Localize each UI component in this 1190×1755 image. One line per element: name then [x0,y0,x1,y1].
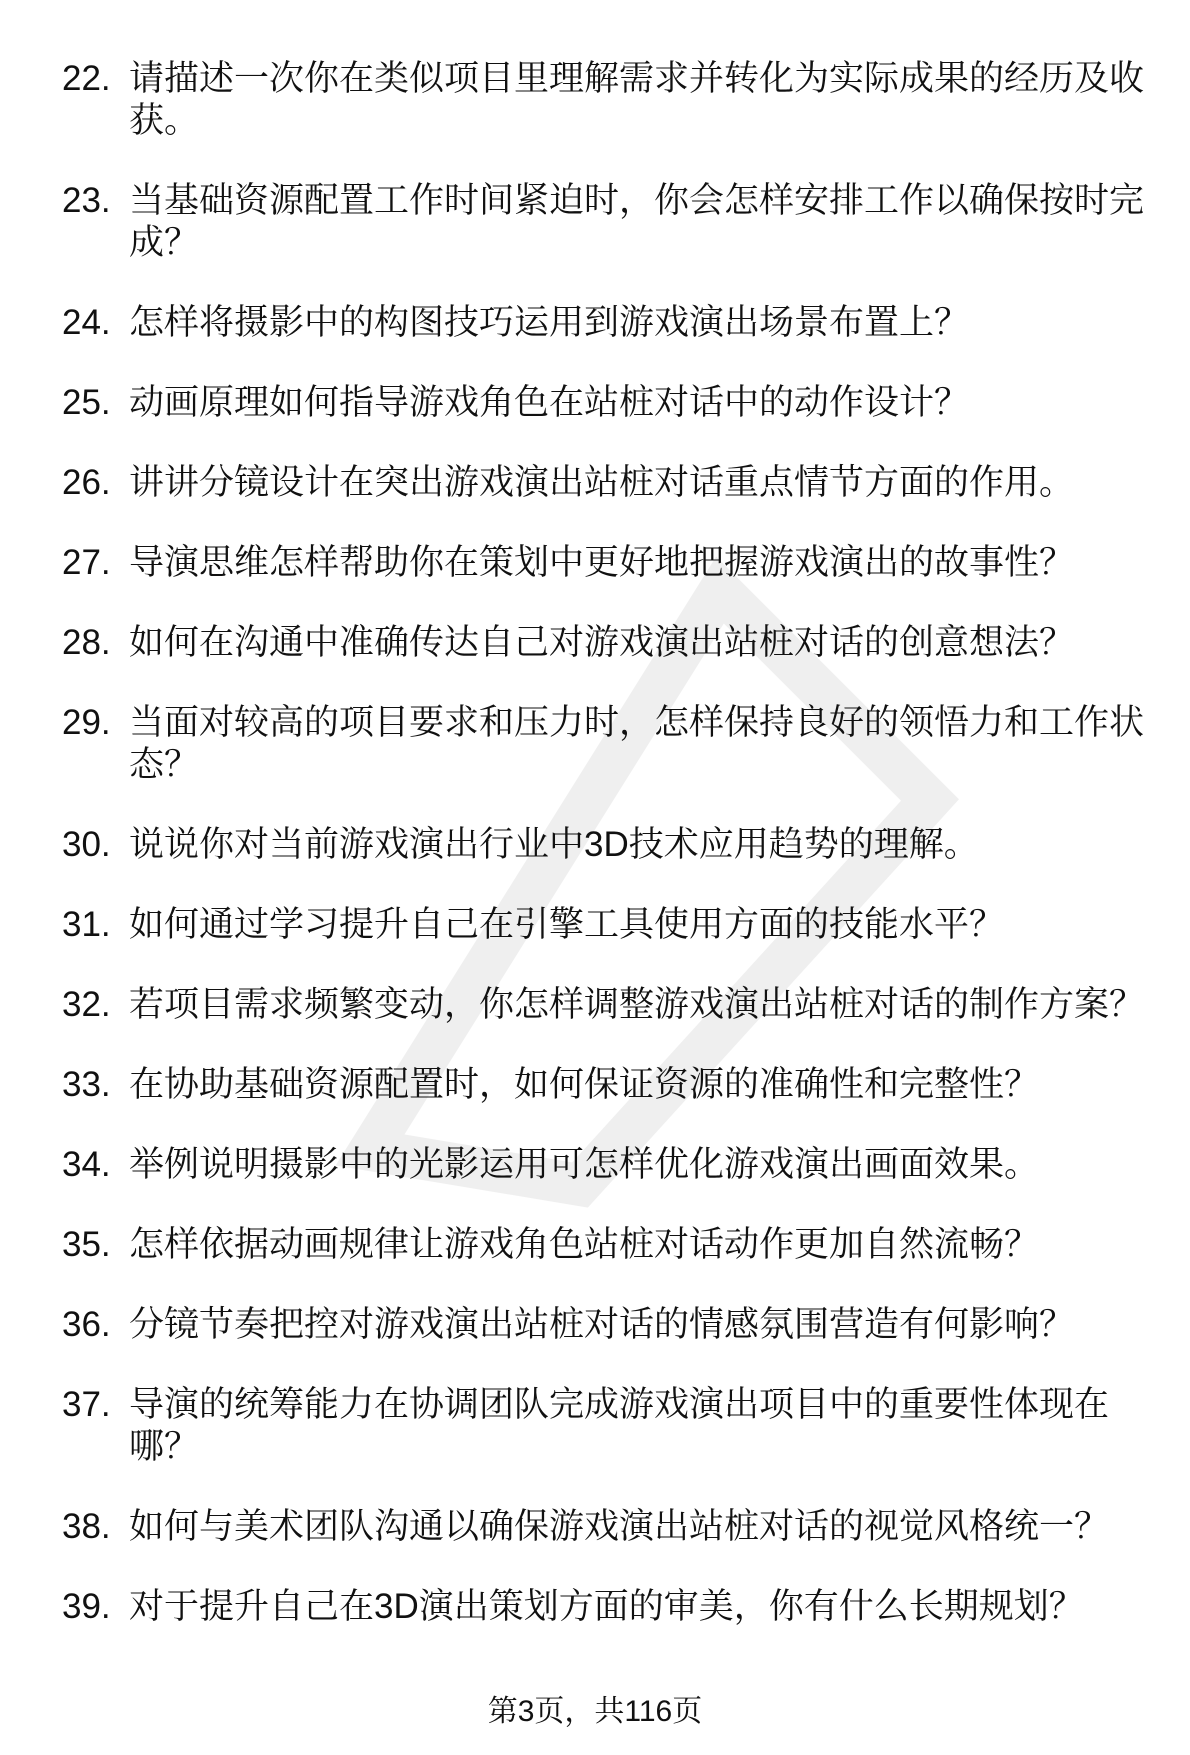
question-number: 28. [62,623,111,662]
question-text: 怎样依据动画规律让游戏角色站桩对话动作更加自然流畅？ [129,1225,1040,1264]
question-number: 31. [62,905,111,944]
question-text: 当基础资源配置工作时间紧迫时，你会怎样安排工作以确保按时完成？ [129,181,1145,262]
question-number: 25. [62,383,111,422]
question-text: 怎样将摄影中的构图技巧运用到游戏演出场景布置上？ [129,303,970,342]
question-number: 30. [62,825,111,864]
question-item [62,302,1152,344]
question-text: 在协助基础资源配置时，如何保证资源的准确性和完整性？ [129,1065,1040,1104]
question-item [62,702,1152,786]
question-text: 说说你对当前游戏演出行业中3D技术应用趋势的理解。 [129,825,979,864]
question-number: 38. [62,1507,111,1546]
question-item [62,180,1152,264]
question-item [62,542,1152,584]
page-footer: 第3页，共116页 [487,1695,703,1728]
question-item [62,622,1152,664]
question-number: 22. [62,59,111,98]
question-text: 对于提升自己在3D演出策划方面的审美，你有什么长期规划？ [129,1587,1084,1626]
question-text: 请描述一次你在类似项目里理解需求并转化为实际成果的经历及收获。 [129,59,1145,140]
question-text: 导演思维怎样帮助你在策划中更好地把握游戏演出的故事性？ [129,543,1075,582]
question-number: 36. [62,1305,111,1344]
question-item [62,382,1152,424]
question-text: 动画原理如何指导游戏角色在站桩对话中的动作设计？ [129,383,970,422]
question-item [62,1144,1152,1186]
question-number: 37. [62,1385,111,1424]
question-text: 分镜节奏把控对游戏演出站桩对话的情感氛围营造有何影响？ [129,1305,1075,1344]
question-text: 如何在沟通中准确传达自己对游戏演出站桩对话的创意想法？ [129,623,1075,662]
question-number: 32. [62,985,111,1024]
question-text: 讲讲分镜设计在突出游戏演出站桩对话重点情节方面的作用。 [129,463,1075,502]
question-number: 24. [62,303,111,342]
question-number: 33. [62,1065,111,1104]
question-text: 当面对较高的项目要求和压力时，怎样保持良好的领悟力和工作状态？ [129,703,1145,784]
question-list [62,58,1152,1666]
question-item [62,58,1152,142]
question-item [62,1304,1152,1346]
question-text: 举例说明摄影中的光影运用可怎样优化游戏演出画面效果。 [129,1145,1040,1184]
question-item [62,1586,1152,1628]
question-text: 导演的统筹能力在协调团队完成游戏演出项目中的重要性体现在哪？ [129,1385,1110,1466]
question-text: 如何与美术团队沟通以确保游戏演出站桩对话的视觉风格统一？ [129,1507,1110,1546]
question-item [62,462,1152,504]
question-item [62,1506,1152,1548]
question-number: 34. [62,1145,111,1184]
question-number: 27. [62,543,111,582]
question-text: 若项目需求频繁变动，你怎样调整游戏演出站桩对话的制作方案？ [129,985,1145,1024]
question-item [62,1064,1152,1106]
question-number: 29. [62,703,111,742]
question-number: 26. [62,463,111,502]
question-number: 23. [62,181,111,220]
question-item [62,824,1152,866]
question-number: 39. [62,1587,111,1626]
question-item [62,1224,1152,1266]
question-text: 如何通过学习提升自己在引擎工具使用方面的技能水平？ [129,905,1005,944]
question-item [62,984,1152,1026]
question-number: 35. [62,1225,111,1264]
question-item [62,904,1152,946]
question-item [62,1384,1152,1468]
